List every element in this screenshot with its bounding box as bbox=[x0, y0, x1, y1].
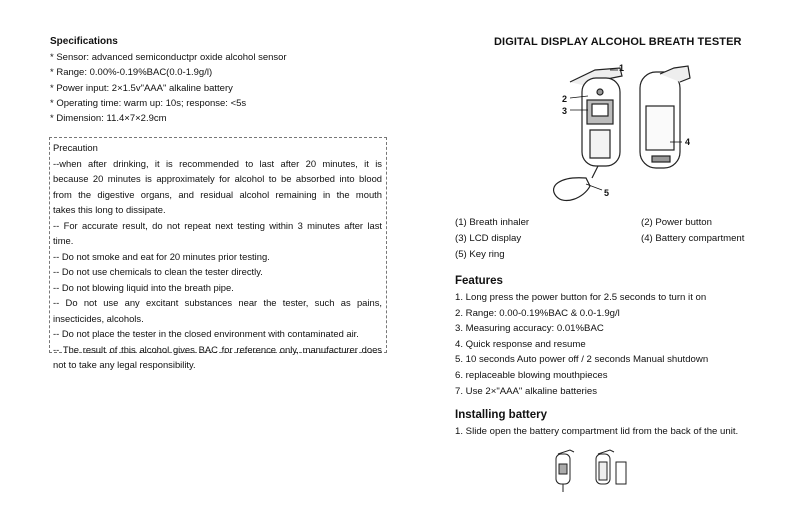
precaution-line: -- The result of this alcohol gives BAC for reference only, manufacturer does bbox=[53, 343, 382, 355]
parts-legend bbox=[455, 217, 775, 265]
feature-item: 3. Measuring accuracy: 0.01%BAC bbox=[455, 323, 604, 335]
feature-item: 1. Long press the power button for 2.5 seconds to turn it on bbox=[455, 292, 707, 303]
precaution-line: because 20 minutes is approximately for alcohol to be absorbed into blood bbox=[53, 173, 382, 184]
specifications-section bbox=[50, 36, 390, 126]
document-title: DIGITAL DISPLAY ALCOHOL BREATH TESTER bbox=[494, 36, 742, 48]
part-label: (5) Key ring bbox=[455, 249, 505, 260]
features-list bbox=[455, 290, 708, 399]
spec-item: * Power input: 2×1.5v"AAA" alkaline battery bbox=[50, 82, 233, 94]
breath-tester-diagram bbox=[540, 60, 720, 210]
callout-4: 4 bbox=[685, 137, 691, 147]
precaution-title: Precaution bbox=[53, 142, 98, 153]
precaution-line: not to take any legal responsibility. bbox=[53, 359, 196, 370]
part-label: (3) LCD display bbox=[455, 233, 522, 244]
battery-install-illustration bbox=[548, 446, 638, 496]
precaution-line: -- Do not blowing liquid into the breath pipe. bbox=[53, 281, 234, 293]
feature-item: 4. Quick response and resume bbox=[455, 338, 586, 350]
precaution-line: -- Do not smoke and eat for 20 minutes prior testing. bbox=[53, 250, 270, 262]
callout-3: 3 bbox=[562, 106, 568, 116]
specifications-title: Specifications bbox=[50, 36, 118, 47]
spec-item: * Dimension: 11.4×7×2.9cm bbox=[50, 113, 167, 125]
spec-item: * Range: 0.00%-0.19%BAC(0.0-1.9g/l) bbox=[50, 67, 213, 79]
precaution-line: -- Do not use any excitant substances near the tester, such as pains, bbox=[53, 297, 382, 308]
part-label: (2) Power button bbox=[641, 217, 712, 228]
precaution-line: -- Do not place the tester in the closed environment with contaminated air. bbox=[53, 328, 359, 339]
callout-1: 1 bbox=[619, 63, 625, 73]
callout-5: 5 bbox=[604, 188, 610, 198]
precaution-line: from the digestive organs, and residual alcohol remaining in the mouth bbox=[53, 188, 382, 200]
features-title: Features bbox=[455, 275, 503, 287]
spec-item: * Operating time: warm up: 10s; response: <5s bbox=[50, 97, 247, 109]
feature-item: 7. Use 2×"AAA" alkaline batteries bbox=[455, 385, 597, 397]
installing-title: Installing battery bbox=[455, 409, 548, 421]
feature-item: 5. 10 seconds Auto power off / 2 seconds Manual shutdown bbox=[455, 354, 709, 366]
back-unit-illustration bbox=[640, 66, 690, 168]
callout-2: 2 bbox=[562, 94, 568, 104]
precaution-line: --when after drinking, it is recommended to last after 20 minutes, it is bbox=[53, 157, 382, 169]
feature-item: 2. Range: 0.00-0.19%BAC & 0.0-1.9g/l bbox=[455, 307, 620, 319]
part-label: (4) Battery compartment bbox=[641, 233, 745, 244]
precaution-line: time. bbox=[53, 235, 74, 246]
precaution-line: -- For accurate result, do not repeat next testing within 3 minutes after last bbox=[53, 219, 382, 231]
precaution-box bbox=[49, 137, 387, 370]
part-label: (1) Breath inhaler bbox=[455, 217, 530, 228]
installing-step: 1. Slide open the battery compartment lid from the back of the unit. bbox=[455, 426, 739, 437]
feature-item: 6. replaceable blowing mouthpieces bbox=[455, 369, 608, 381]
precaution-line: insecticides, alcohols. bbox=[53, 312, 144, 324]
front-unit-illustration bbox=[554, 68, 622, 201]
precaution-line: -- Do not use chemicals to clean the tester directly. bbox=[53, 266, 263, 277]
spec-item: * Sensor: advanced semiconductpr oxide alcohol sensor bbox=[50, 52, 287, 63]
precaution-line: takes this long to dissipate. bbox=[53, 204, 166, 215]
